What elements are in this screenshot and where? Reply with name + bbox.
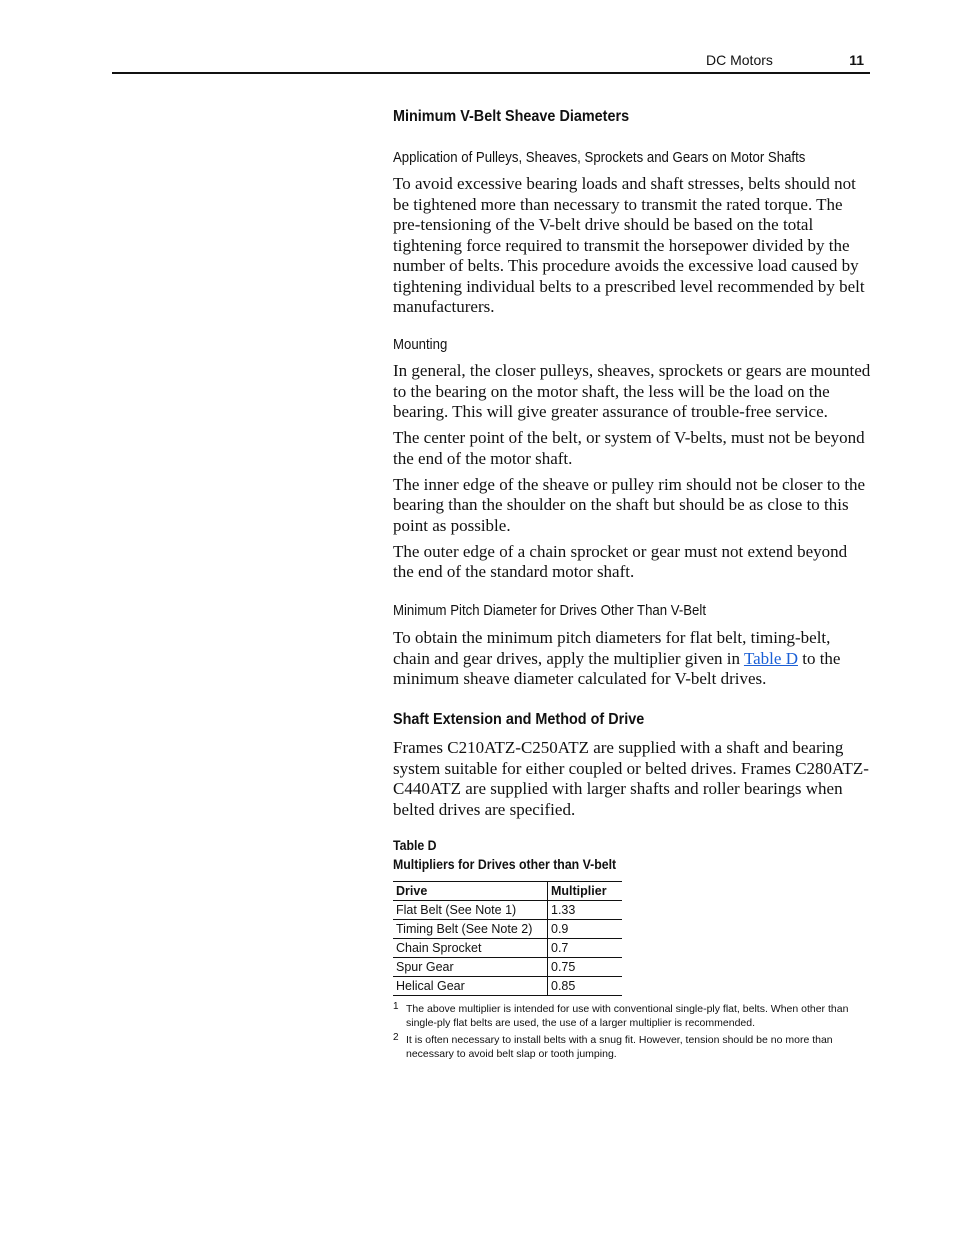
table-row [393,977,622,996]
table-title: Multipliers for Drives other than V-belt [393,856,617,872]
pitch-text-after: to the minimum sheave diameter calculated for V-belt drives. [393,648,841,688]
cell-drive: Helical Gear [393,977,548,996]
table-label: Table D [393,837,437,853]
paragraph-belt-tension: To avoid excessive bearing loads and shaft stresses, belts should not be tightened more than necessary to transmit the rated torque. The pre-tensioning of the V-belt drive should be based on the total tightening force required to transmit the horsepower divided by the number of belts. This procedure avoids the excessive load caused by tightening individual belts to a prescribed level recommended by belt manufacturers. [393,174,865,316]
cell-drive: Chain Sprocket [393,939,548,958]
cell-multiplier: 0.9 [548,920,623,939]
mounting-paragraphs [393,361,871,583]
table-d-link[interactable]: Table D [743,648,798,668]
pitch-text-before: To obtain the minimum pitch diameters for flat belt, timing-belt, chain and gear drives, apply the multiplier given in [393,628,831,668]
column-header-drive: Drive [393,882,548,901]
paragraph-pitch-wrap [393,628,871,690]
page-header [112,50,870,74]
cell-multiplier: 0.75 [548,958,623,977]
cell-drive: Timing Belt (See Note 2) [393,920,548,939]
multipliers-table [393,881,622,996]
section-shaft-heading-wrap [393,711,871,729]
footnote-text: It is often necessary to install belts with a snug fit. However, tension should be no more than necessary to avoid belt slap or tooth jumping. [406,1034,833,1060]
paragraph-mounting-1: In general, the closer pulleys, sheaves, sprockets or gears are mounted to the bearing on the motor shaft, the less will be the load on the bearing. This will give greater assurance of trouble-free service. [393,361,871,421]
section-heading-shaft: Shaft Extension and Method of Drive [393,711,645,728]
table-row [393,958,622,977]
section-sheave-heading-wrap [393,108,871,126]
table-row [393,901,622,920]
table-row [393,939,622,958]
running-title: DC Motors [706,52,773,68]
footnote-1 [393,1002,873,1030]
footnote-text: The above multiplier is intended for use with conventional single-ply flat, belts. When other than single-ply flat belts are used, the use of a larger multiplier is recommended. [406,1003,849,1029]
paragraph-shaft: Frames C210ATZ-C250ATZ are supplied with a shaft and bearing system suitable for either coupled or belted drives. Frames C280ATZ-C440ATZ are supplied with larger shafts and roller bearings when belted drives are specified. [393,738,869,819]
subheading-pitch: Minimum Pitch Diameter for Drives Other Than V-Belt [393,602,706,619]
paragraph-belt-tension-wrap [393,174,871,318]
paragraph-mounting-4: The outer edge of a chain sprocket or gear must not extend beyond the end of the standard motor shaft. [393,541,848,581]
subsection-mounting [393,336,871,353]
footnote-number: 1 [393,1001,399,1012]
table-caption [393,836,616,874]
subheading-application: Application of Pulleys, Sheaves, Sprockets and Gears on Motor Shafts [393,149,806,166]
subsection-pitch [393,602,871,619]
table-row [393,920,622,939]
footnote-2 [393,1033,873,1061]
table-header-row [393,882,622,901]
paragraph-pitch [393,628,871,690]
paragraph-shaft-wrap [393,738,871,820]
page-number: 11 [849,52,864,68]
subheading-mounting: Mounting [393,336,448,353]
subsection-application [393,149,871,166]
paragraph-mounting-2: The center point of the belt, or system of V-belts, must not be beyond the end of the motor shaft. [393,428,865,468]
cell-drive: Flat Belt (See Note 1) [393,901,548,920]
footnote-number: 2 [393,1032,399,1043]
cell-multiplier: 0.85 [548,977,623,996]
section-heading-sheave: Minimum V-Belt Sheave Diameters [393,108,630,125]
column-header-multiplier: Multiplier [548,882,623,901]
cell-multiplier: 1.33 [548,901,623,920]
paragraph-mounting-3: The inner edge of the sheave or pulley rim should not be closer to the bearing than the shoulder on the shaft but should be as close to this point as possible. [393,474,866,535]
cell-drive: Spur Gear [393,958,548,977]
cell-multiplier: 0.7 [548,939,623,958]
